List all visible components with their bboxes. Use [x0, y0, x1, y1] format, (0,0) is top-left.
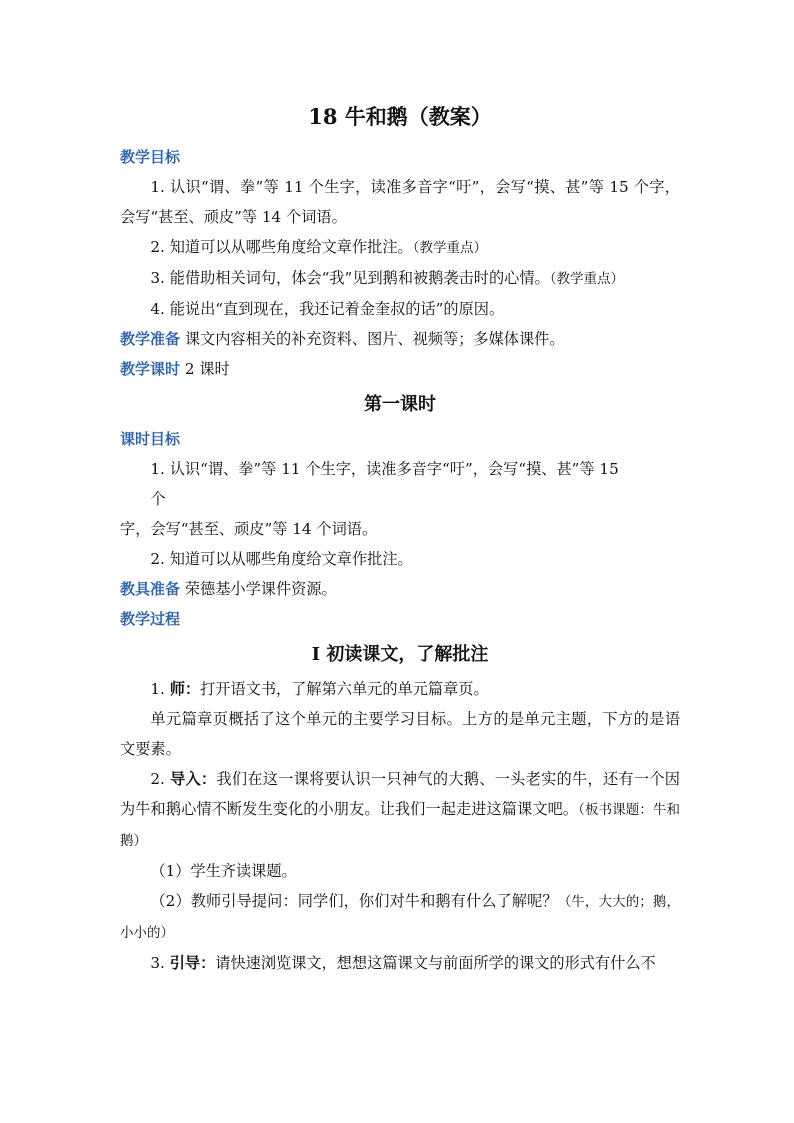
document-title: 18 牛和鹅（教案） — [308, 104, 492, 129]
goal-item-2-text: 2. 知道可以从哪些角度给文章作批注。 — [150, 238, 413, 256]
section-heading-teaching-hours: 教学课时 — [120, 360, 181, 378]
goal-item-3-text: 3. 能借助相关词句，体会“我”见到鹅和被鹅袭击时的心情。 — [150, 269, 550, 287]
process-step-3 — [120, 948, 680, 978]
section-heading-teaching-goals: 教学目标 — [120, 148, 181, 166]
lesson-goal-1-line-c: 字，会写“甚至、顽皮”等 14 个词语。 — [120, 520, 378, 538]
process-step-3-label: 引导： — [169, 954, 216, 972]
goal-item-2-note: （教学重点） — [412, 240, 487, 256]
process-step-1 — [120, 674, 680, 704]
process-step-2 — [120, 764, 680, 856]
process-step-1-label: 师： — [169, 680, 201, 698]
process-step-1-text: 打开语文书，了解第六单元的单元篇章页。 — [200, 680, 489, 698]
process-step-2-2-text: （2）教师引导提问：同学们，你们对牛和鹅有什么了解呢？ — [150, 892, 558, 910]
process-step-1-num: 1. — [150, 680, 170, 698]
process-step-2-label: 导入： — [169, 770, 217, 788]
process-step-2-2-note: （牛，大大的；鹅，小小的） — [120, 894, 681, 941]
teaching-hours-text: 2 课时 — [184, 360, 230, 378]
process-step-2-1: （1）学生齐读课题。 — [150, 862, 297, 880]
teaching-hours-row — [120, 354, 680, 384]
section-heading-tools-prep: 教具准备 — [120, 580, 181, 598]
document-content — [120, 102, 680, 978]
section-heading-teaching-process: 教学过程 — [120, 610, 181, 628]
teaching-prep-text: 课文内容相关的补充资料、图片、视频等；多媒体课件。 — [184, 330, 565, 348]
section-heading-teaching-prep: 教学准备 — [120, 330, 181, 348]
goal-item-2 — [120, 232, 680, 263]
goal-item-1: 1. 认识“谓、拳”等 11 个生字，读准多音字“吁”，会写“摸、甚”等 15 个字，会写“甚至、顽皮”等 14 个词语。 — [120, 178, 680, 226]
part1-heading: Ⅰ 初读课文，了解批注 — [311, 644, 489, 665]
tools-prep-row — [120, 574, 680, 604]
goal-item-3-note: （教学重点） — [549, 271, 624, 287]
process-step-2-num: 2. — [150, 770, 170, 788]
process-step-2-2 — [120, 886, 680, 948]
goal-item-3 — [120, 263, 680, 294]
goal-item-4: 4. 能说出“直到现在，我还记着金奎叔的话”的原因。 — [150, 300, 505, 318]
section-heading-lesson-goals: 课时目标 — [120, 430, 181, 448]
lesson-goal-1-line-a: 1. 认识“谓、拳”等 11 个生字，读准多音字“吁”，会写“摸、甚”等 15 — [150, 460, 619, 478]
process-step-3-num: 3. — [150, 954, 170, 972]
process-step-2-text: 我们在这一课将要认识一只神气的大鹅、一头老实的牛，还有一个因为牛和鹅心情不断发生变化的小朋友。让我们一起走进这篇课文吧。 — [120, 770, 680, 818]
tools-prep-text: 荣德基小学课件资源。 — [184, 580, 337, 598]
teaching-prep-row — [120, 324, 680, 354]
process-step-3-text: 请快速浏览课文，想想这篇课文与前面所学的课文的形式有什么不 — [215, 954, 656, 972]
process-step-2-note: （板书课题：牛和鹅） — [120, 802, 681, 849]
process-step-1-paragraph: 单元篇章页概括了这个单元的主要学习目标。上方的是单元主题，下方的是语文要素。 — [120, 710, 680, 758]
lesson-goal-1-line-b: 个 — [150, 490, 166, 508]
lesson-goal-2: 2. 知道可以从哪些角度给文章作批注。 — [150, 550, 413, 568]
first-lesson-heading: 第一课时 — [364, 394, 436, 415]
